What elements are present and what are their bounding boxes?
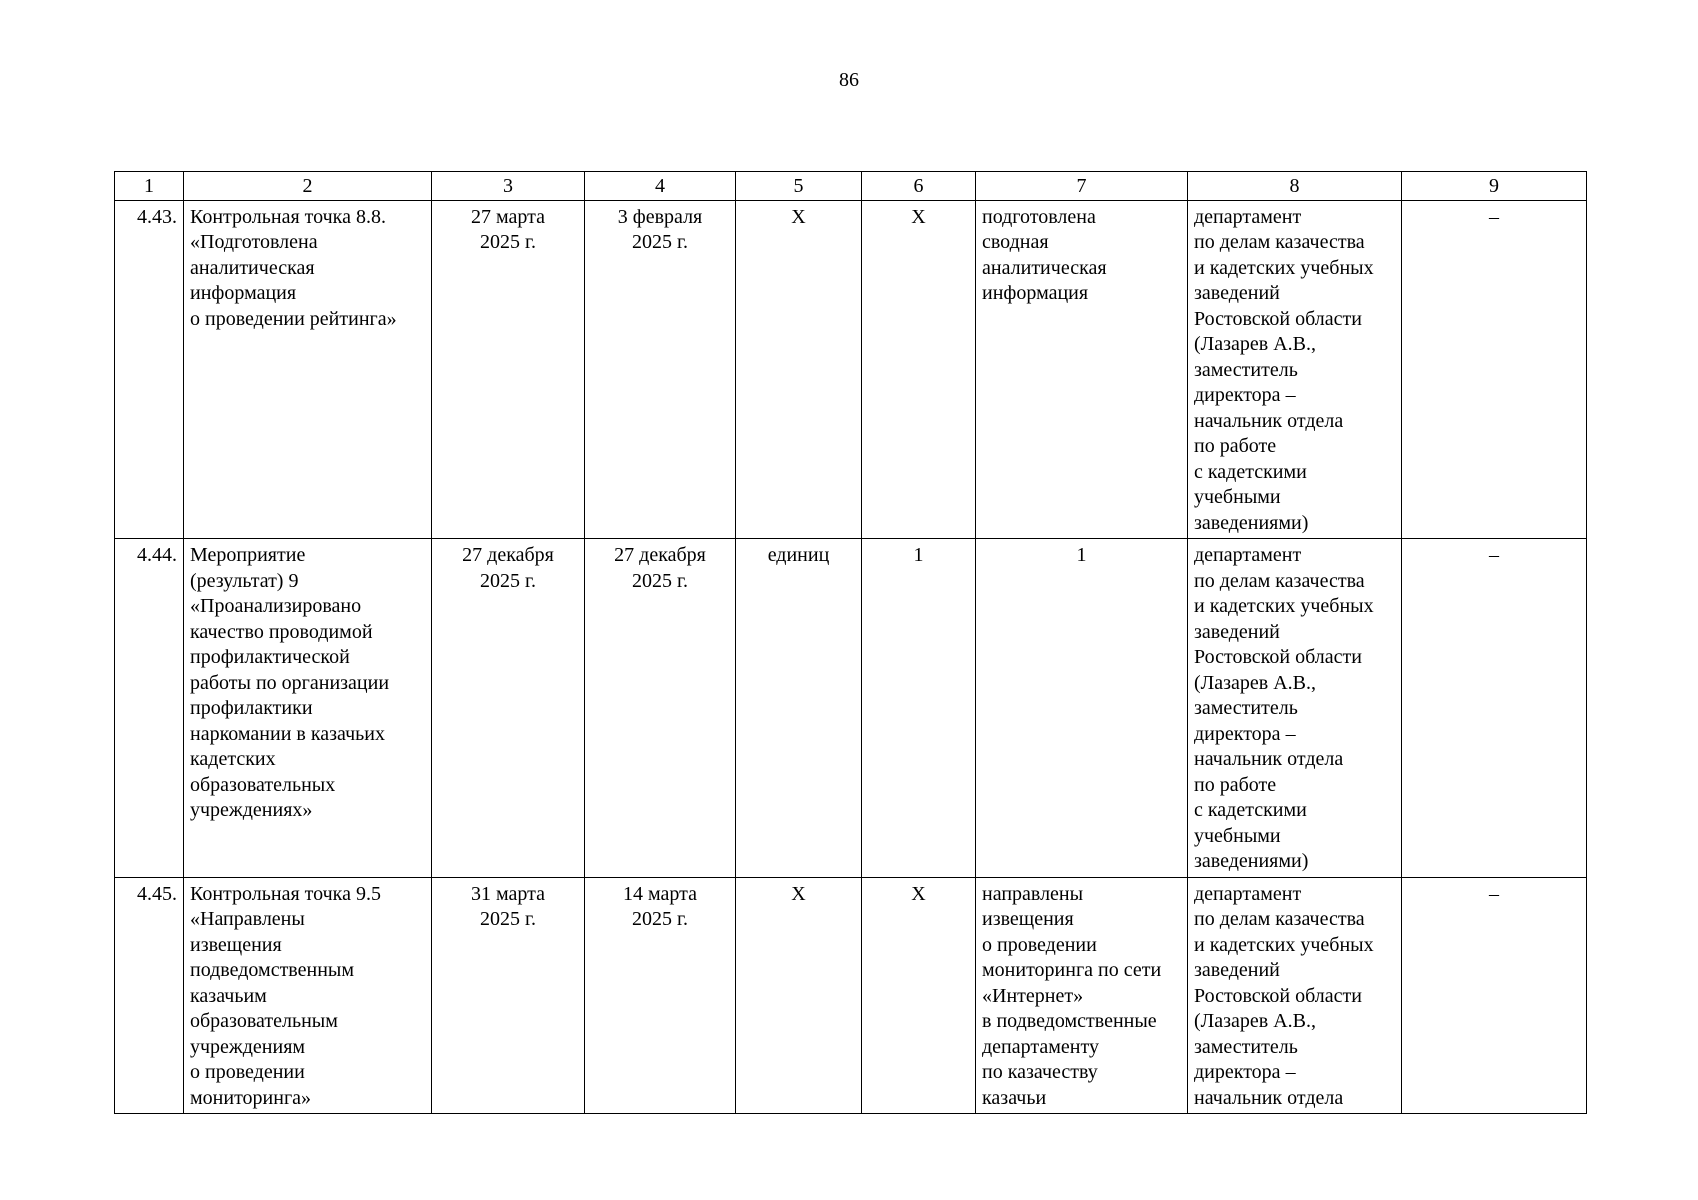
- cell-line: «Проанализировано: [190, 595, 362, 617]
- planned-date-cell: [432, 877, 585, 1114]
- cell-line: по делам казачества: [1194, 569, 1365, 592]
- event-name-cell: [184, 539, 432, 878]
- cell-line: (Лазарев А.В.,: [1194, 333, 1316, 355]
- planned-value-cell: Х: [862, 200, 976, 539]
- cell-line: заместитель: [1194, 1035, 1298, 1058]
- cell-line: учреждениям: [190, 1035, 306, 1058]
- table-row: [115, 877, 1587, 1114]
- planned-date-cell: [432, 539, 585, 878]
- cell-line: образовательных: [190, 773, 336, 796]
- cell-line: о проведении: [982, 933, 1097, 956]
- cell-line: «Направлены: [190, 908, 305, 930]
- cell-line: Ростовской области: [1194, 984, 1362, 1007]
- cell-line: мониторинга по сети: [982, 959, 1162, 981]
- unit-cell: Х: [736, 877, 862, 1114]
- cell-line: и кадетских учебных: [1194, 595, 1374, 617]
- cell-line: казачьи: [982, 1086, 1047, 1109]
- actual-date-cell: [585, 877, 736, 1114]
- header-cell: 4: [585, 172, 736, 201]
- cell-line: и кадетских учебных: [1194, 933, 1374, 956]
- header-row: [115, 172, 1587, 201]
- cell-line: Контрольная точка 8.8.: [190, 205, 386, 228]
- cell-line: Ростовской области: [1194, 646, 1362, 668]
- cell-line: мониторинга»: [190, 1086, 312, 1109]
- table-row: [115, 200, 1587, 539]
- event-name-cell: [184, 877, 432, 1114]
- cell-line: 27 марта: [471, 205, 545, 228]
- table-row: [115, 539, 1587, 878]
- cell-line: 27 декабря: [462, 544, 554, 566]
- cell-line: департамент: [1194, 205, 1302, 228]
- event-name-cell: [184, 200, 432, 539]
- cell-line: «Подготовлена: [190, 231, 318, 253]
- cell-line: извещения: [190, 933, 282, 956]
- cell-line: с кадетскими: [1194, 460, 1307, 483]
- header-cell: 2: [184, 172, 432, 201]
- planned-value-cell: 1: [862, 539, 976, 878]
- cell-line: заместитель: [1194, 697, 1298, 719]
- header-cell: 6: [862, 172, 976, 201]
- table-header: [115, 172, 1587, 201]
- cell-line: аналитическая: [982, 256, 1107, 279]
- cell-line: заведениями): [1194, 850, 1309, 872]
- cell-line: заведений: [1194, 620, 1280, 643]
- cell-line: заведений: [1194, 282, 1280, 304]
- cell-line: информация: [982, 282, 1089, 304]
- note-cell: –: [1402, 200, 1587, 539]
- cell-line: заместитель: [1194, 358, 1298, 381]
- cell-line: казачьим: [190, 984, 267, 1007]
- header-cell: 5: [736, 172, 862, 201]
- responsible-cell: [1188, 877, 1402, 1114]
- cell-line: 14 марта: [623, 882, 697, 905]
- cell-line: директора –: [1194, 384, 1296, 406]
- actual-date-cell: [585, 539, 736, 878]
- cell-line: качество проводимой: [190, 620, 373, 643]
- planned-value-cell: Х: [862, 877, 976, 1114]
- cell-line: Контрольная точка 9.5: [190, 882, 381, 905]
- result-cell: [976, 539, 1188, 878]
- table-body: [115, 200, 1587, 1114]
- cell-line: по казачеству: [982, 1061, 1098, 1083]
- cell-line: подготовлена: [982, 205, 1096, 228]
- page-number: 86: [839, 69, 859, 91]
- result-cell: [976, 200, 1188, 539]
- cell-line: департамент: [1194, 882, 1302, 905]
- row-number-cell: 4.43.: [115, 200, 184, 539]
- cell-line: и кадетских учебных: [1194, 256, 1374, 279]
- cell-line: 2025 г.: [480, 908, 536, 930]
- cell-line: кадетских: [190, 748, 276, 770]
- cell-line: о проведении рейтинга»: [190, 307, 397, 330]
- cell-line: с кадетскими: [1194, 799, 1307, 821]
- cell-line: в подведомственные: [982, 1010, 1157, 1032]
- cell-line: о проведении: [190, 1061, 305, 1083]
- cell-line: наркомании в казачьих: [190, 722, 385, 745]
- cell-line: (результат) 9: [190, 569, 299, 592]
- cell-line: департаменту: [982, 1035, 1099, 1058]
- header-cell: 7: [976, 172, 1188, 201]
- plan-table: [114, 171, 1587, 1114]
- cell-line: (Лазарев А.В.,: [1194, 671, 1316, 694]
- cell-line: Мероприятие: [190, 544, 306, 566]
- cell-line: образовательным: [190, 1010, 338, 1032]
- header-cell: 9: [1402, 172, 1587, 201]
- note-cell: –: [1402, 877, 1587, 1114]
- cell-line: (Лазарев А.В.,: [1194, 1010, 1316, 1032]
- cell-line: «Интернет»: [982, 984, 1084, 1007]
- cell-line: по делам казачества: [1194, 231, 1365, 253]
- cell-line: учреждениях»: [190, 799, 313, 821]
- cell-line: заведений: [1194, 959, 1280, 981]
- cell-line: 2025 г.: [480, 569, 536, 592]
- cell-line: заведениями): [1194, 511, 1309, 534]
- cell-line: подведомственным: [190, 959, 355, 981]
- cell-line: директора –: [1194, 722, 1296, 745]
- planned-date-cell: [432, 200, 585, 539]
- cell-line: информация: [190, 282, 297, 304]
- cell-line: 3 февраля: [617, 205, 703, 228]
- cell-line: учебными: [1194, 824, 1281, 847]
- responsible-cell: [1188, 200, 1402, 539]
- cell-line: по работе: [1194, 773, 1277, 796]
- result-cell: [976, 877, 1188, 1114]
- header-cell: 8: [1188, 172, 1402, 201]
- unit-cell: единиц: [736, 539, 862, 878]
- cell-line: 2025 г.: [480, 231, 536, 253]
- cell-line: 31 марта: [471, 882, 545, 905]
- cell-line: сводная: [982, 231, 1049, 253]
- unit-cell: Х: [736, 200, 862, 539]
- cell-line: извещения: [982, 908, 1074, 930]
- cell-line: по работе: [1194, 435, 1277, 457]
- cell-line: учебными: [1194, 486, 1281, 508]
- cell-line: профилактической: [190, 646, 350, 668]
- cell-line: 2025 г.: [632, 908, 688, 930]
- cell-line: департамент: [1194, 544, 1302, 566]
- cell-line: работы по организации: [190, 671, 390, 694]
- cell-line: начальник отдела: [1194, 1086, 1344, 1109]
- cell-line: профилактики: [190, 697, 313, 719]
- cell-line: аналитическая: [190, 256, 315, 279]
- row-number-cell: 4.45.: [115, 877, 184, 1114]
- cell-line: направлены: [982, 882, 1084, 905]
- cell-line: 2025 г.: [632, 231, 688, 253]
- responsible-cell: [1188, 539, 1402, 878]
- row-number-cell: 4.44.: [115, 539, 184, 878]
- note-cell: –: [1402, 539, 1587, 878]
- cell-line: директора –: [1194, 1061, 1296, 1083]
- cell-line: 27 декабря: [614, 544, 706, 566]
- cell-line: по делам казачества: [1194, 908, 1365, 930]
- header-cell: 1: [115, 172, 184, 201]
- cell-line: 1: [1076, 544, 1087, 566]
- cell-line: Ростовской области: [1194, 307, 1362, 330]
- header-cell: 3: [432, 172, 585, 201]
- cell-line: 2025 г.: [632, 569, 688, 592]
- cell-line: начальник отдела: [1194, 409, 1344, 432]
- actual-date-cell: [585, 200, 736, 539]
- cell-line: начальник отдела: [1194, 748, 1344, 770]
